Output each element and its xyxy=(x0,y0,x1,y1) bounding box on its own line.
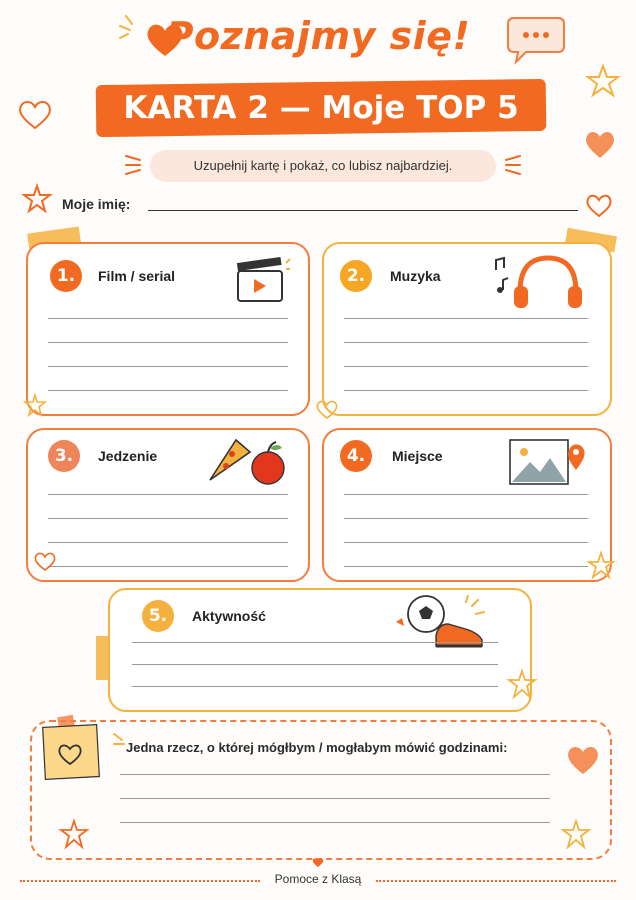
heart-outline-icon xyxy=(34,552,56,572)
writing-line[interactable] xyxy=(132,664,498,665)
sparkle-lines-icon xyxy=(502,152,522,178)
star-outline-icon xyxy=(588,552,614,578)
sticky-note-heart-icon xyxy=(40,716,102,782)
star-outline-icon xyxy=(24,394,46,416)
instruction-subtitle: Uzupełnij kartę i pokaż, co lubisz najbardziej. xyxy=(150,150,496,182)
map-pin-photo-icon xyxy=(508,436,588,488)
writing-line[interactable] xyxy=(344,566,588,567)
card-number: 5. xyxy=(142,600,174,632)
page-title: Poznajmy się! xyxy=(165,14,471,58)
writing-line[interactable] xyxy=(48,494,288,495)
writing-line[interactable] xyxy=(344,318,588,319)
bottom-prompt-label: Jedna rzecz, o której mógłbym / mogłabym mówić godzinami: xyxy=(126,740,508,755)
writing-line[interactable] xyxy=(48,342,288,343)
footer-text: Pomoce z Klasą xyxy=(274,872,362,886)
writing-line[interactable] xyxy=(48,318,288,319)
writing-line[interactable] xyxy=(120,774,550,775)
card-label: Muzyka xyxy=(390,268,441,284)
star-outline-icon xyxy=(508,670,536,698)
pizza-apple-icon xyxy=(206,436,296,488)
heart-outline-icon xyxy=(586,194,612,218)
star-outline-icon xyxy=(60,820,88,848)
writing-line[interactable] xyxy=(344,390,588,391)
writing-line[interactable] xyxy=(344,494,588,495)
card-number: 4. xyxy=(340,440,372,472)
clapperboard-icon xyxy=(234,257,290,305)
name-input-line[interactable] xyxy=(148,210,578,211)
sparkle-lines-icon xyxy=(124,152,144,178)
name-label: Moje imię: xyxy=(62,196,131,212)
writing-line[interactable] xyxy=(48,366,288,367)
writing-line[interactable] xyxy=(344,342,588,343)
heart-outline-icon xyxy=(316,400,338,420)
headphones-icon xyxy=(494,252,584,312)
speech-bubble-icon xyxy=(506,14,566,66)
writing-line[interactable] xyxy=(48,542,288,543)
writing-line[interactable] xyxy=(48,518,288,519)
writing-line[interactable] xyxy=(132,642,498,643)
card-label: Miejsce xyxy=(392,448,443,464)
star-icon xyxy=(586,64,620,98)
card-label: Jedzenie xyxy=(98,448,158,464)
writing-line[interactable] xyxy=(48,566,288,567)
writing-line[interactable] xyxy=(344,542,588,543)
card-label: Aktywność xyxy=(192,608,266,624)
writing-line[interactable] xyxy=(344,366,588,367)
star-outline-icon xyxy=(22,184,52,214)
footer-dotted-line xyxy=(376,880,616,882)
writing-line[interactable] xyxy=(120,798,550,799)
card-number: 3. xyxy=(48,440,80,472)
small-heart-icon xyxy=(312,858,324,868)
writing-line[interactable] xyxy=(120,822,550,823)
writing-line[interactable] xyxy=(344,518,588,519)
star-outline-icon xyxy=(562,820,590,848)
heart-icon xyxy=(566,744,600,776)
heart-icon xyxy=(584,130,616,160)
card-number: 1. xyxy=(50,260,82,292)
banner-title: KARTA 2 — Moje TOP 5 xyxy=(123,90,519,126)
card-number: 2. xyxy=(340,260,372,292)
writing-line[interactable] xyxy=(132,686,498,687)
writing-line[interactable] xyxy=(48,390,288,391)
card-label: Film / serial xyxy=(98,268,176,284)
heart-outline-icon xyxy=(18,100,52,130)
